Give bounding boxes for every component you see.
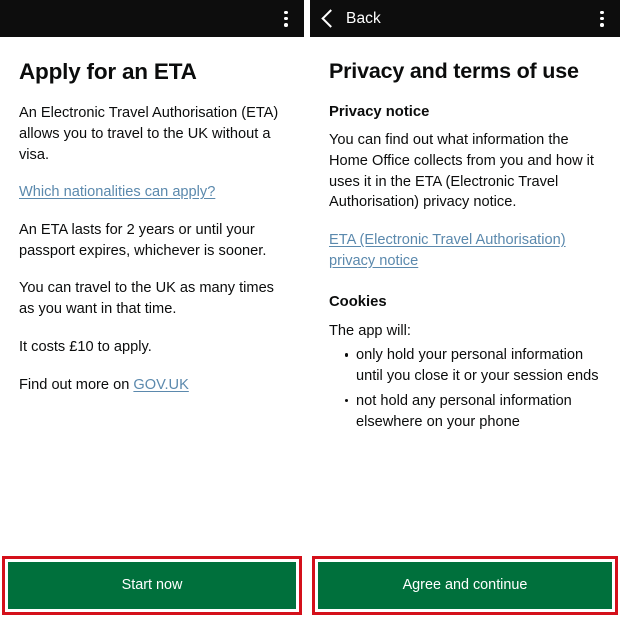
screen-privacy-and-terms	[310, 0, 620, 620]
kebab-dot-3	[600, 23, 604, 27]
which-nationalities-link[interactable]: Which nationalities can apply?	[19, 184, 216, 201]
back-button[interactable]	[324, 10, 381, 28]
validity-paragraph: An ETA lasts for 2 years or until your passport expires, whichever is sooner.	[19, 222, 267, 259]
nationalities-link-paragraph	[19, 182, 285, 203]
cost-paragraph: It costs £10 to apply.	[19, 338, 152, 355]
kebab-dot-1	[600, 11, 604, 15]
kebab-dot-2	[284, 17, 288, 21]
page-title: Apply for an ETA	[19, 59, 197, 84]
screen-apply-for-eta	[0, 0, 304, 620]
list-item: not hold any personal information elsewhere on your phone	[345, 391, 601, 432]
content-right	[310, 58, 620, 432]
agree-and-continue-button[interactable]: Agree and continue	[318, 562, 612, 609]
kebab-dot-2	[600, 17, 604, 21]
kebab-dot-3	[284, 23, 288, 27]
govuk-link[interactable]: GOV.UK	[133, 376, 189, 393]
page-title: Privacy and terms of use	[329, 59, 579, 83]
start-now-button[interactable]: Start now	[8, 562, 296, 609]
content-left	[0, 58, 304, 395]
start-now-highlight	[2, 556, 302, 615]
chevron-left-icon	[321, 9, 339, 27]
cookies-bullet-list	[329, 345, 601, 432]
cta-wrap-right	[310, 556, 620, 620]
app-bar-left	[0, 0, 304, 37]
eta-privacy-notice-link[interactable]: ETA (Electronic Travel Authorisation) privacy notice	[329, 231, 566, 269]
find-out-more-text: Find out more on	[19, 376, 134, 393]
app-bar-right	[310, 0, 620, 37]
privacy-notice-body: You can find out what information the Home Office collects from you and how it uses it in the ETA (Electronic Travel Authorisation) privacy notice.	[329, 132, 594, 211]
back-label: Back	[346, 9, 381, 27]
list-item: only hold your personal information until you close it or your session ends	[345, 345, 601, 386]
cookies-intro: The app will:	[329, 322, 411, 339]
privacy-link-paragraph	[329, 230, 601, 271]
find-out-more-paragraph	[19, 375, 285, 396]
kebab-dot-1	[284, 11, 288, 15]
kebab-menu-icon[interactable]	[596, 10, 608, 28]
agree-and-continue-highlight	[312, 556, 618, 615]
travel-frequency-paragraph: You can travel to the UK as many times as you want in that time.	[19, 280, 274, 318]
intro-paragraph: An Electronic Travel Authorisation (ETA) allows you to travel to the UK without a visa.	[19, 105, 279, 163]
kebab-menu-icon[interactable]	[280, 10, 292, 28]
cta-wrap-left	[0, 556, 304, 620]
privacy-notice-heading: Privacy notice	[329, 103, 430, 120]
cookies-heading: Cookies	[329, 294, 387, 311]
